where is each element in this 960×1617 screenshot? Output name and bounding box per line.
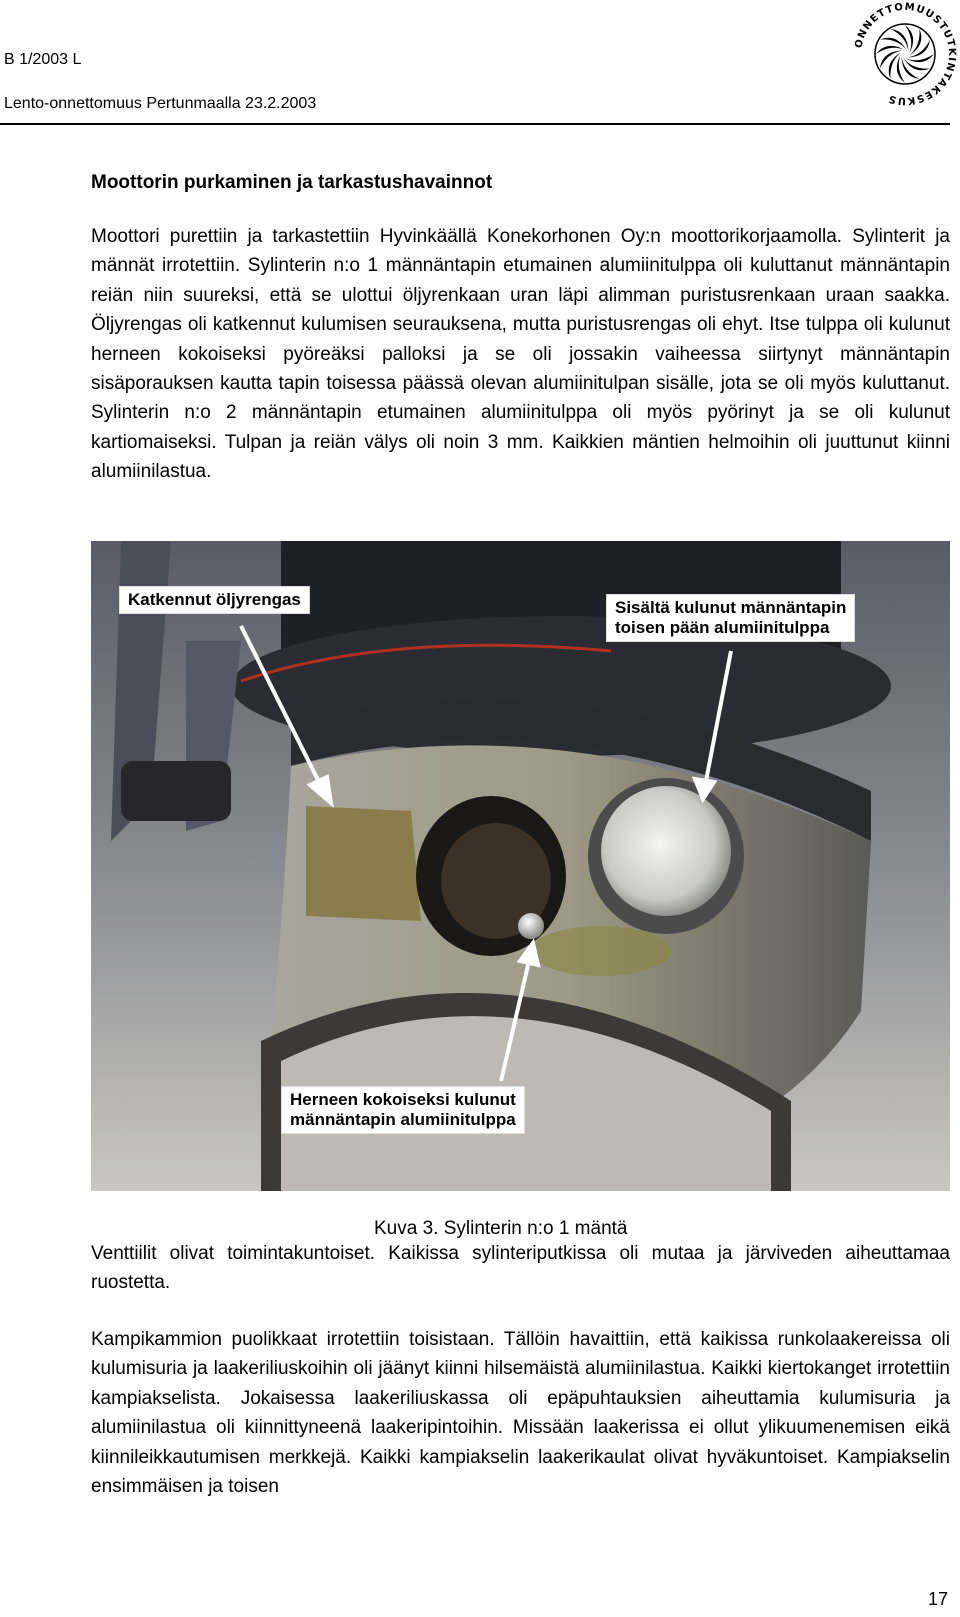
report-id: B 1/2003 L xyxy=(4,51,82,68)
label-inner-worn-plug-line1: Sisältä kulunut männäntapin xyxy=(615,598,847,617)
header-divider xyxy=(0,123,950,125)
page-number: 17 xyxy=(928,1589,949,1609)
agency-logo xyxy=(853,2,957,106)
label-broken-oil-ring: Katkennut öljyrengas xyxy=(119,586,310,614)
paragraph-valves: Venttiilit olivat toimintakuntoiset. Kaikissa sylinteriputkissa oli mutaa ja järviveden aiheuttamaa ruostetta. xyxy=(91,1243,950,1294)
label-inner-worn-plug xyxy=(606,594,855,642)
report-title: Lento-onnettomuus Pertunmaalla 23.2.2003 xyxy=(4,95,317,112)
label-pea-sized-plug-line2: männäntapin alumiinitulppa xyxy=(290,1110,516,1129)
label-pea-sized-plug xyxy=(281,1086,525,1134)
logo-text: ONNETTOMUUSTUTKINTAKESKUS xyxy=(853,2,957,106)
piston-photo xyxy=(91,541,950,1191)
paragraph-engine-teardown: Moottori purettiin ja tarkastettiin Hyvinkäällä Konekorhonen Oy:n moottorikorjaamolla. Sylinterit ja männät irrotettiin. Sylinterin n:o 1 männäntapin etumainen alumiinitulppa oli kuluttanut männäntapin reiän niin suureksi, että se ulottui öljyrenkaan uran läpi alimman puristusrenkaan uraan saakka. Öljyrengas oli katkennut kulumisen seurauksena, mutta puristusrengas oli ehyt. Itse tulppa oli kulunut herneen kokoiseksi pyöreäksi palloksi ja se oli jossakin vaiheessa siirtynyt männäntapin sisäporauksen kautta tapin toisessa päässä olevan alumiinitulpan sisälle, jota se oli myös kuluttanut. Sylinterin n:o 2 männäntapin etumainen alumiinitulppa oli myös pyörinyt ja se oli kulunut kartiomaiseksi. Tulpan ja reiän välys oli noin 3 mm. Kaikkien mäntien helmoihin oli juuttunut kiinni alumiinilastua. xyxy=(91,226,950,483)
section-title: Moottorin purkaminen ja tarkastushavainnot xyxy=(91,172,493,193)
label-inner-worn-plug-line2: toisen pään alumiinitulppa xyxy=(615,618,830,637)
figure-caption: Kuva 3. Sylinterin n:o 1 mäntä xyxy=(374,1218,628,1239)
logo-swirl-icon xyxy=(875,24,935,84)
paragraph-crankcase: Kampikammion puolikkaat irrotettiin toisistaan. Tällöin havaittiin, että kaikissa runkolaakereissa oli kulumisuria ja laakeriliuskoihin oli jäänyt kiinni hilsemäistä alumiinilastua. Kaikki kiertokanget irrotettiin kampiakselista. Jokaisessa laakeriliuskassa oli epäpuhtauksien aiheuttamia kulumisuria ja alumiinilastua oli kiinnittyneenä laakeripintoihin. Missään laakerissa ei ollut ylikuumenemisen eikä kiinnileikkautumisen merkkejä. Kaikki kampiakselin laakerikaulat olivat hyväkuntoiset. Kampiakselin ensimmäisen ja toisen xyxy=(91,1329,950,1498)
label-pea-sized-plug-line1: Herneen kokoiseksi kulunut xyxy=(290,1090,516,1109)
